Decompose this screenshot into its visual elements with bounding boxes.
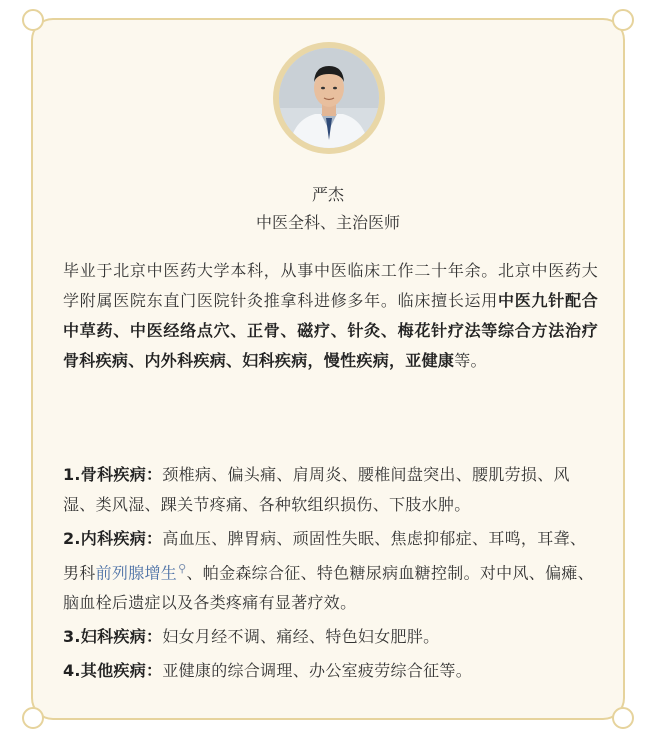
- doctor-title: 中医全科、主治医师: [255, 213, 400, 232]
- card-corner-decoration: [22, 9, 44, 31]
- avatar: [279, 48, 379, 148]
- intro-text-end: 等。: [454, 351, 487, 370]
- specialty-item: [63, 524, 598, 618]
- intro-text: 毕业于北京中医药大学本科，从事中医临床工作二十年余。北京中医药大学附属医院东直门医院针灸推拿科进修多年。临床擅长运用: [63, 261, 598, 310]
- doctor-name: 严杰: [311, 185, 344, 204]
- specialty-item: [63, 622, 598, 652]
- specialty-text: 、帕金森综合征、特色糖尿病血糖控制。对中风、偏瘫、脑血栓后遗症以及各类疼痛有显著疗效。: [63, 563, 594, 613]
- doctor-introduction: [63, 256, 598, 376]
- doctor-card: [31, 18, 625, 720]
- specialty-heading: 3.妇科疾病：: [63, 627, 163, 647]
- specialty-item: [63, 460, 598, 520]
- specialty-heading: 4.其他疾病：: [63, 661, 163, 681]
- specialty-text: 亚健康的综合调理、办公室疲劳综合征等。: [162, 661, 473, 681]
- specialty-text: 颈椎病、偏头痛、肩周炎、腰椎间盘突出、腰肌劳损、风湿、类风湿、踝关节疼痛、各种软组织损伤、下肢水肿。: [63, 465, 570, 514]
- specialty-heading: 2.内科疾病：: [63, 529, 163, 548]
- specialty-list: [63, 460, 598, 690]
- specialty-text: 妇女月经不调、痛经、特色妇女肥胖。: [162, 627, 440, 647]
- card-corner-decoration: [612, 707, 634, 729]
- specialty-heading: 1.骨科疾病：: [63, 465, 163, 484]
- doctor-portrait-icon: [279, 48, 379, 148]
- intro-highlight: 中医九针配合中草药、中医经络点穴、正骨、磁疗、针灸、梅花针疗法等综合方法治疗骨科疾病、内外科疾病、妇科疾病，慢性疾病，亚健康: [63, 291, 598, 370]
- prostate-link[interactable]: 前列腺增生: [95, 563, 178, 583]
- avatar-frame: [273, 42, 385, 154]
- card-corner-decoration: [612, 9, 634, 31]
- card-corner-decoration: [22, 707, 44, 729]
- specialty-text: 高血压、脾胃病、顽固性失眠、焦虑抑郁症、耳鸣，耳聋、男科: [63, 529, 587, 583]
- specialty-item: [63, 656, 598, 686]
- search-icon[interactable]: ⚲: [178, 562, 187, 575]
